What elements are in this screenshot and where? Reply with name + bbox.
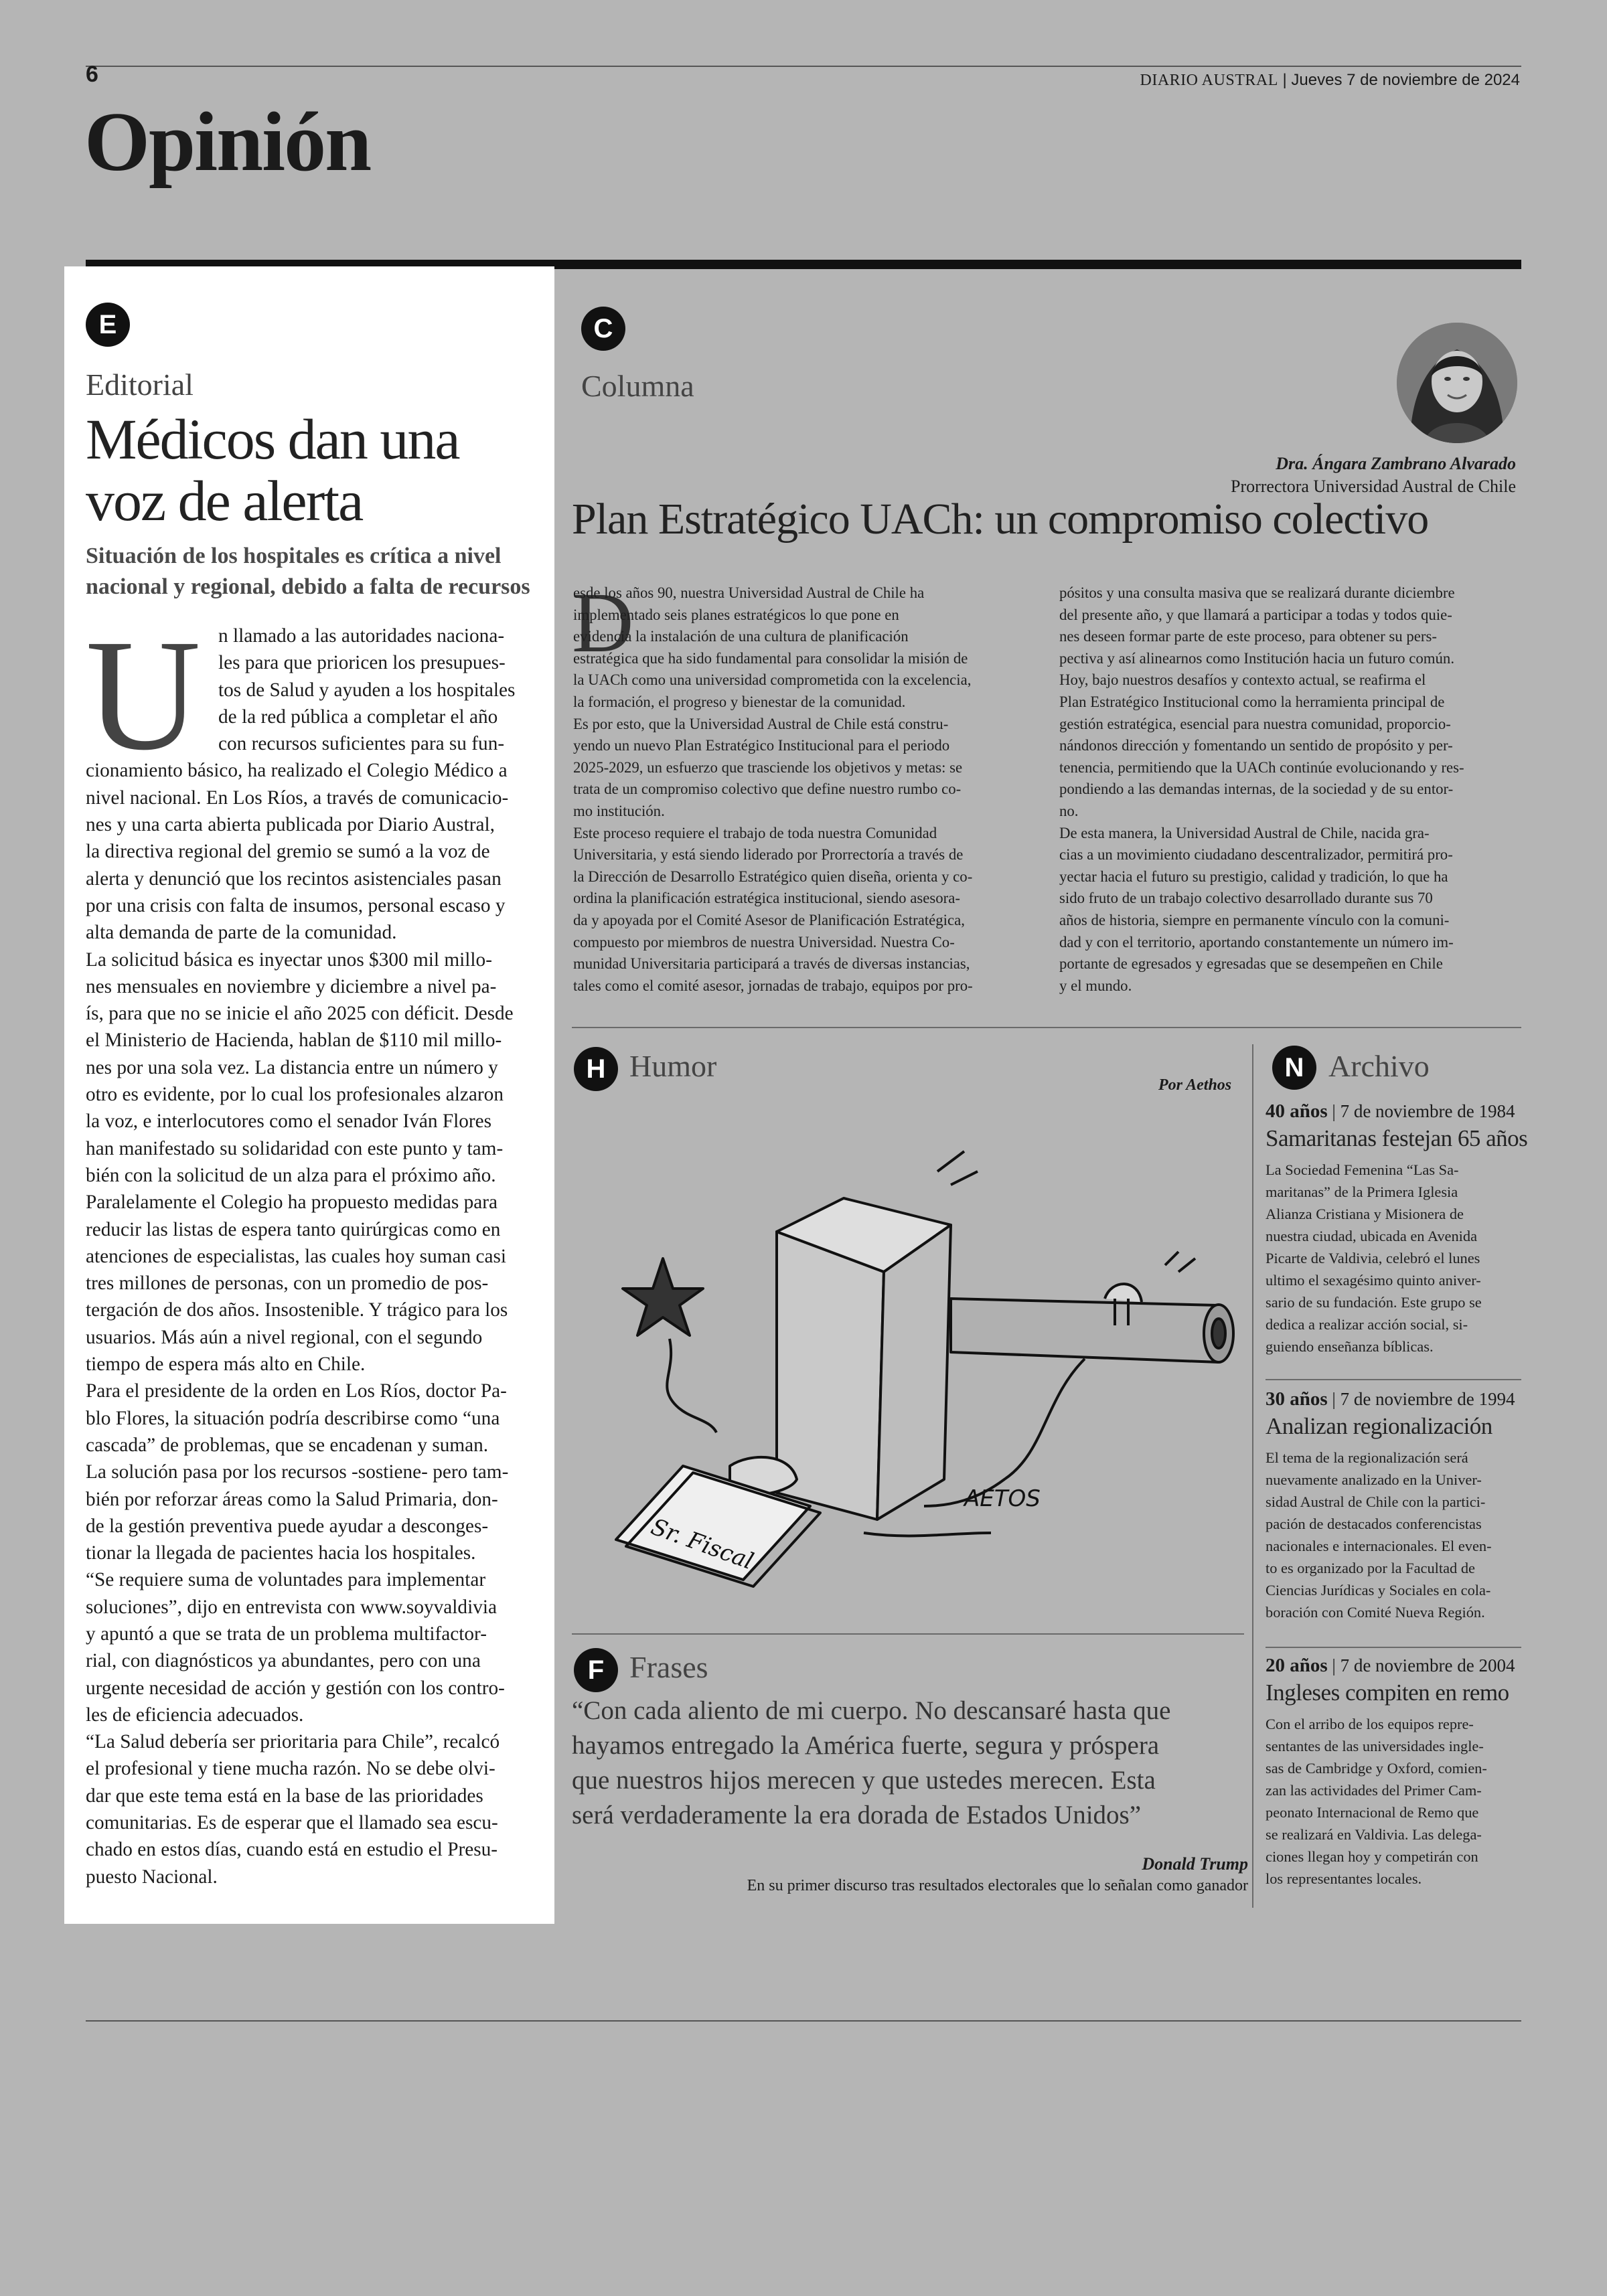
text-line: pósitos y una consulta masiva que se realizará durante diciembre	[1059, 584, 1455, 601]
columna-body-left	[572, 575, 1042, 997]
text-line: alta demanda de parte de la comunidad.	[86, 922, 397, 944]
text-line: trata de un compromiso colectivo que define nuestro rumbo co-	[573, 781, 962, 798]
archivo-years: 40 años	[1266, 1100, 1328, 1122]
text-line: que nuestros hijos merecen y que ustedes merecen. Esta	[572, 1766, 1156, 1795]
text-line: munidad Universitaria participará a través de diversas instancias,	[573, 955, 970, 973]
text-line: usuarios. Más aún a nivel regional, con el segundo	[86, 1326, 483, 1348]
text-line: han manifestado su solidaridad con este punto y tam-	[86, 1137, 504, 1159]
text-line: Hoy, bajo nuestros desafíos y contexto actual, se reafirma el	[1059, 671, 1426, 689]
editorial-body	[86, 623, 548, 1890]
text-line: tos de Salud y ayuden a los hospitales	[218, 679, 516, 701]
text-line: nuevamente analizado en la Univer-	[1266, 1471, 1482, 1488]
text-line: pondiendo a las demandas internas, de la sociedad y de su entor-	[1059, 781, 1454, 798]
top-rule	[86, 66, 1521, 67]
columna-title: Plan Estratégico UACh: un compromiso colectivo	[572, 495, 1429, 544]
text-line: la Dirección de Desarrollo Estratégico quien diseña, orienta y co-	[573, 868, 973, 885]
text-line: boración con Comité Nueva Región.	[1266, 1604, 1485, 1621]
text-line: cias a un movimiento ciudadano descentralizador, permitirá pro-	[1059, 846, 1453, 864]
text-line: otro es evidente, por lo cual los profesionales alzaron	[86, 1084, 504, 1106]
text-line: gestión estratégica, esencial para nuestra comunidad, proporcio-	[1059, 715, 1451, 732]
archivo-item-header	[1266, 1100, 1521, 1123]
text-line: se realizará en Valdivia. Las delega-	[1266, 1826, 1482, 1843]
text-line: ís, para que no se inicie el año 2025 con déficit. Desde	[86, 1003, 514, 1025]
text-line: la formación, el progreso y bienestar de la comunidad.	[573, 693, 906, 710]
quote-context: En su primer discurso tras resultados electorales que lo señalan como ganador	[747, 1877, 1248, 1894]
text-line: Alianza Cristiana y Misionera de	[1266, 1206, 1464, 1222]
editorial-drop-cap: U	[86, 607, 201, 783]
columna-kicker: Columna	[581, 369, 694, 403]
text-line: La solicitud básica es inyectar unos $300 mil millo-	[86, 949, 492, 971]
text-line: El tema de la regionalización será	[1266, 1449, 1468, 1466]
text-line: del presente año, y que llamará a participar a todas y todos quie-	[1059, 606, 1452, 623]
text-line: da y apoyada por el Comité Asesor de Planificación Estratégica,	[573, 911, 965, 928]
text-line: dad y con el territorio, aportando constantemente un número im-	[1059, 933, 1454, 951]
text-line: guiendo enseñanza bíblicas.	[1266, 1338, 1434, 1355]
cartoon-signature: AETOS	[964, 1485, 1041, 1512]
cartoon-note-text: Sr. Fiscal	[647, 1513, 757, 1576]
archivo-item-header	[1266, 1388, 1521, 1410]
text-line: “Se requiere suma de voluntades para implementar	[86, 1569, 486, 1591]
text-line: ordina la planificación estratégica institucional, siendo asesora-	[573, 890, 960, 907]
text-line: n llamado a las autoridades naciona-	[218, 625, 505, 647]
text-line: tres millones de personas, con un promedio de pos-	[86, 1273, 489, 1295]
text-line: soluciones”, dijo en entrevista con www.soyvaldivia	[86, 1596, 498, 1618]
archivo-body	[1266, 1713, 1521, 1890]
text-line: sentantes de las universidades ingle-	[1266, 1738, 1484, 1754]
text-line: Ciencias Jurídicas y Sociales en cola-	[1266, 1582, 1491, 1598]
text-line: Con el arribo de los equipos repre-	[1266, 1716, 1474, 1732]
archivo-body	[1266, 1159, 1521, 1358]
archivo-item	[1266, 1655, 1521, 1890]
text-line: maritanas” de la Primera Iglesia	[1266, 1183, 1458, 1200]
text-line: rial, con diagnósticos ya abundantes, pero con una	[86, 1650, 481, 1672]
text-line: portante de egresados y egresadas que se desempeñen en Chile	[1059, 955, 1443, 973]
quote-author: Donald Trump	[1142, 1854, 1248, 1874]
text-line: estratégica que ha sido fundamental para consolidar la misión de	[573, 649, 968, 667]
text-line: nándonos dirección y fomentando un sentido de propósito y per-	[1059, 737, 1453, 754]
text-line: ciones llegan hoy y competirán con	[1266, 1848, 1478, 1865]
text-line: esde los años 90, nuestra Universidad Austral de Chile ha	[573, 584, 925, 601]
text-line: urgente necesidad de acción y gestión con los contro-	[86, 1677, 505, 1699]
text-line: pectiva y así alinearnos como Institución hacia un futuro común.	[1059, 649, 1455, 667]
text-line: cionamiento básico, ha realizado el Colegio Médico a	[86, 760, 508, 782]
text-line: 2025-2029, un esfuerzo que trasciende los objetivos y metas: se	[573, 758, 963, 776]
text-line: Este proceso requiere el trabajo de toda nuestra Comunidad	[573, 824, 937, 841]
text-line: dedica a realizar acción social, si-	[1266, 1316, 1468, 1333]
archivo-item	[1266, 1100, 1528, 1358]
frases-badge: F	[574, 1648, 618, 1692]
text-line: la directiva regional del gremio se sumó a la voz de	[86, 841, 490, 863]
frases-quote	[572, 1694, 1248, 1833]
text-line: nacionales e internacionales. El even-	[1266, 1538, 1492, 1554]
issue-date: | Jueves 7 de noviembre de 2024	[1278, 71, 1520, 89]
text-line: nivel nacional. En Los Ríos, a través de comunicacio-	[86, 787, 509, 809]
text-line: el profesional y tiene mucha razón. No se debe olvi-	[86, 1758, 495, 1780]
text-line: peonato Internacional de Remo que	[1266, 1804, 1479, 1821]
editorial-badge: E	[86, 303, 130, 347]
text-line: blo Flores, la situación podría describirse como “una	[86, 1407, 500, 1429]
bottom-rule	[86, 2020, 1521, 2022]
author-role: Prorrectora Universidad Austral de Chile	[1231, 477, 1516, 496]
text-line: de la gestión preventiva puede ayudar a desconges-	[86, 1515, 489, 1537]
archivo-item	[1266, 1388, 1521, 1623]
text-line: Es por esto, que la Universidad Austral de Chile está constru-	[573, 715, 949, 732]
author-credit	[1231, 453, 1516, 498]
text-line: de la red pública a completar el año	[218, 706, 498, 728]
archivo-date: | 7 de noviembre de 1984	[1327, 1101, 1515, 1121]
text-line: to es organizado por la Facultad de	[1266, 1560, 1475, 1576]
archivo-date: | 7 de noviembre de 2004	[1327, 1655, 1515, 1675]
text-line: tiempo de espera más alto en Chile.	[86, 1354, 366, 1376]
text-line: el Ministerio de Hacienda, hablan de $110 mil millo-	[86, 1030, 502, 1052]
text-line: zan las actividades del Primer Cam-	[1266, 1782, 1482, 1799]
text-line: chado en estos días, cuando está en estudio el Presu-	[86, 1839, 498, 1861]
archivo-item-header	[1266, 1655, 1521, 1677]
text-line: Para el presidente de la orden en Los Ríos, doctor Pa-	[86, 1380, 507, 1402]
archivo-title: Analizan regionalización	[1266, 1413, 1493, 1439]
text-line: años de historia, siempre en permanente vínculo con la comuni-	[1059, 911, 1450, 928]
text-line: hayamos entregado la América fuerte, segura y próspera	[572, 1731, 1160, 1760]
text-line: nuestra ciudad, ubicada en Avenida	[1266, 1228, 1478, 1244]
text-line: “La Salud debería ser prioritaria para Chile”, recalcó	[86, 1731, 500, 1753]
archivo-rule	[1266, 1647, 1521, 1648]
archivo-years: 20 años	[1266, 1655, 1328, 1676]
text-line: sidad Austral de Chile con la partici-	[1266, 1493, 1486, 1510]
paper-name: DIARIO AUSTRAL	[1140, 72, 1278, 89]
archivo-title: Ingleses compiten en remo	[1266, 1679, 1509, 1706]
columna-badge: C	[581, 307, 625, 351]
text-line: sario de su fundación. Este grupo se	[1266, 1294, 1482, 1311]
text-line: comunitarias. Es de esperar que el llamado sea escu-	[86, 1812, 498, 1834]
columna-bottom-rule	[572, 1027, 1521, 1028]
text-line: compuesto por miembros de nuestra Universidad. Nuestra Co-	[573, 933, 955, 951]
text-line: tales como el comité asesor, jornadas de trabajo, equipos por pro-	[573, 977, 973, 994]
text-line: alerta y denunció que los recintos asistenciales pasan	[86, 868, 502, 890]
text-line: nes mensuales en noviembre y diciembre a nivel pa-	[86, 975, 497, 997]
text-line: no.	[1059, 802, 1079, 819]
frases-kicker: Frases	[629, 1650, 708, 1684]
text-line: les de eficiencia adecuados.	[86, 1704, 304, 1726]
archivo-title: Samaritanas festejan 65 años	[1266, 1125, 1528, 1151]
humor-kicker: Humor	[629, 1049, 717, 1083]
text-line: y el mundo.	[1059, 977, 1132, 994]
text-line: reducir las listas de espera tanto quirúrgicas como en	[86, 1218, 501, 1240]
text-line: La solución pasa por los recursos -sostiene- pero tam-	[86, 1461, 509, 1483]
text-line: mo institución.	[573, 802, 665, 819]
masthead	[1140, 71, 1520, 90]
text-line: cascada” de problemas, que se encadenan y suman.	[86, 1434, 489, 1456]
humor-badge: H	[574, 1047, 618, 1091]
archivo-divider	[1252, 1044, 1253, 1908]
text-line: tionar la llegada de pacientes hacia los hospitales.	[86, 1542, 476, 1564]
columna-drop-cap: D	[572, 575, 634, 670]
editorial-subtitle	[86, 541, 541, 602]
editorial-subtitle-line: Situación de los hospitales es crítica a nivel	[86, 544, 502, 568]
text-line: yectar hacia el futuro su prestigio, calidad y tradición, lo que ha	[1059, 868, 1448, 885]
text-line: nes deseen formar parte de este proceso, para obtener su pers-	[1059, 628, 1437, 645]
text-line: ultimo el sexagésimo quinto aniver-	[1266, 1272, 1481, 1289]
text-line: Plan Estratégico Institucional como la herramienta principal de	[1059, 693, 1445, 710]
text-line: Universitaria, y está siendo liderado por Prorrectoría a través de	[573, 846, 964, 864]
archivo-rule	[1266, 1379, 1521, 1380]
text-line: implementado seis planes estratégicos lo que pone en	[573, 606, 899, 623]
archivo-body	[1266, 1447, 1521, 1623]
text-line: pación de destacados conferencistas	[1266, 1515, 1482, 1532]
text-line: “Con cada aliento de mi cuerpo. No descansaré hasta que	[572, 1696, 1171, 1725]
text-line: La Sociedad Femenina “Las Sa-	[1266, 1161, 1459, 1178]
cartoon-byline: Por Aethos	[1158, 1076, 1232, 1094]
text-line: De esta manera, la Universidad Austral de Chile, nacida gra-	[1059, 824, 1430, 841]
text-line: nes por una sola vez. La distancia entre un número y	[86, 1056, 498, 1078]
page-number: 6	[86, 62, 98, 87]
cartoon-illustration	[576, 1104, 1245, 1613]
text-line: sas de Cambridge y Oxford, comien-	[1266, 1760, 1487, 1777]
archivo-years: 30 años	[1266, 1388, 1328, 1410]
editorial-title-line: voz de alerta	[86, 469, 363, 533]
text-line: con recursos suficientes para su fun-	[218, 733, 505, 755]
text-line: dar que este tema está en la base de las prioridades	[86, 1785, 483, 1807]
text-line: puesto Nacional.	[86, 1866, 218, 1888]
editorial-subtitle-line: nacional y regional, debido a falta de recursos	[86, 574, 530, 599]
text-line: la UACh como una universidad comprometida con la excelencia,	[573, 671, 972, 689]
text-line: atenciones de especialistas, las cuales hoy suman casi	[86, 1245, 507, 1267]
text-line: Picarte de Valdivia, celebró el lunes	[1266, 1250, 1480, 1266]
humor-bottom-rule	[572, 1633, 1244, 1635]
text-line: tenencia, permitiendo que la UACh continúe evolucionando y res-	[1059, 758, 1464, 776]
text-line: por una crisis con falta de insumos, personal escaso y	[86, 894, 506, 916]
text-line: yendo un nuevo Plan Estratégico Institucional para el periodo	[573, 737, 950, 754]
text-line: tergación de dos años. Insostenible. Y trágico para los	[86, 1299, 508, 1321]
editorial-title-line: Médicos dan una	[86, 407, 459, 471]
text-line: bién con la solicitud de un alza para el próximo año.	[86, 1164, 496, 1186]
text-line: y apuntó a que se trata de un problema multifactor-	[86, 1623, 487, 1645]
editorial-title	[86, 408, 541, 531]
text-line: la voz, e interlocutores como el senador Iván Flores	[86, 1111, 492, 1133]
text-line: les para que prioricen los presupues-	[218, 652, 506, 674]
text-line: los representantes locales.	[1266, 1870, 1422, 1887]
archivo-kicker: Archivo	[1328, 1049, 1430, 1083]
author-photo	[1397, 323, 1517, 443]
text-line: será verdaderamente la era dorada de Estados Unidos”	[572, 1801, 1142, 1829]
text-line: nes y una carta abierta publicada por Diario Austral,	[86, 814, 495, 836]
archivo-badge: N	[1272, 1046, 1316, 1090]
text-line: bién por reforzar áreas como la Salud Primaria, don-	[86, 1488, 498, 1510]
archivo-date: | 7 de noviembre de 1994	[1327, 1389, 1515, 1409]
section-title: Opinión	[84, 96, 371, 189]
columna-body-right	[1059, 582, 1521, 997]
author-name: Dra. Ángara Zambrano Alvarado	[1276, 454, 1516, 473]
text-line: evidencia la instalación de una cultura de planificación	[573, 628, 909, 645]
text-line: sido fruto de un trabajo colectivo desarrollado durante sus 70	[1059, 890, 1433, 907]
editorial-kicker: Editorial	[86, 367, 194, 402]
text-line: Paralelamente el Colegio ha propuesto medidas para	[86, 1192, 498, 1214]
